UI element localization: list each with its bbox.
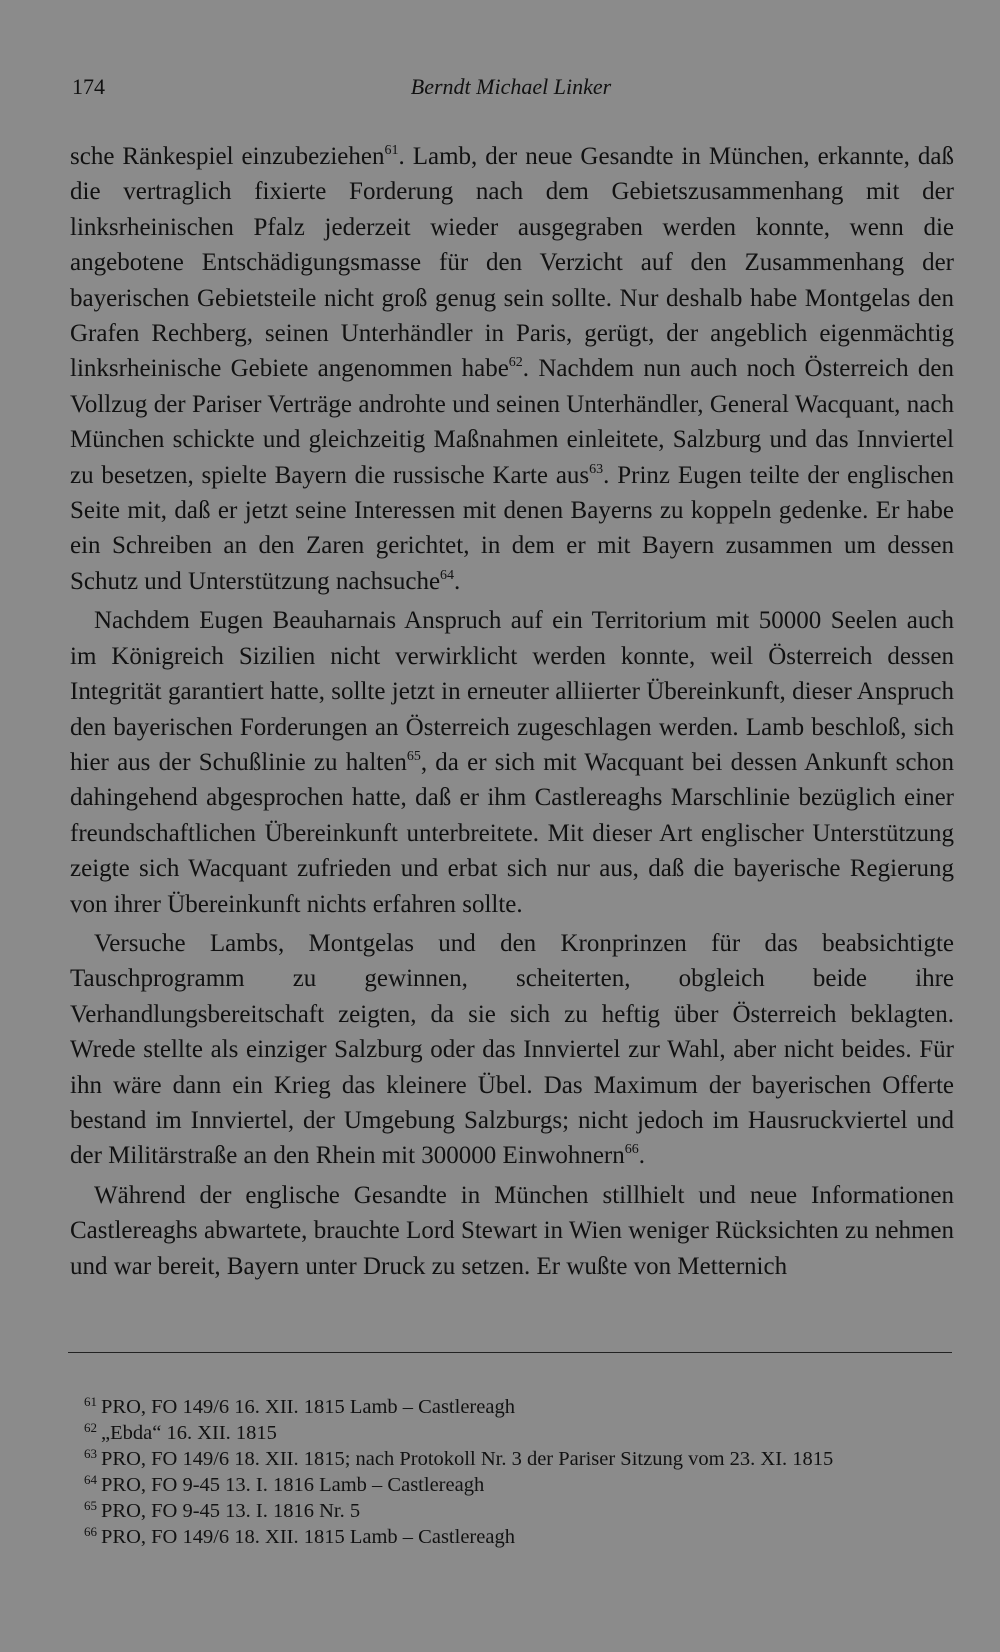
footnote-text: „Ebda“ 16. XII. 1815 [101,1422,277,1444]
footnote [84,1472,964,1498]
running-head: Berndt Michael Linker [410,74,612,99]
footnote-number: 63 [84,1446,97,1461]
text-run: Während der englische Gesandte in München stillhielt und neue Informationen Castlereaghs abwartete, brauchte Lord Stewart in Wien weniger Rücksichten zu nehmen und war bereit, Bayern unter Druck zu setzen. Er wußte von Metternich [70,1181,954,1280]
text-run: . [638,1142,645,1170]
text-run: . [454,567,461,595]
footnote-separator [68,1352,952,1353]
footnote-text: PRO, FO 9-45 13. I. 1816 Lamb – Castlereagh [101,1474,485,1496]
paragraph-3 [70,926,954,1174]
footnote [84,1524,964,1550]
text-run: Nachdem Eugen Beauharnais Anspruch auf ein Territorium mit 50000 Seelen auch im Königreich Sizilien nicht verwirklicht werden konnte, weil Österreich dessen Integrität garantiert hatte, sollte jetzt in erneuter alliierter Übereinkunft, dieser Anspruch den bayerischen Forderungen an Österreich zugeschlagen werden. Lamb beschloß, sich hier aus der Schußlinie zu halten [70,607,954,776]
footnote-number: 66 [84,1524,97,1539]
page-number: 174 [72,74,105,99]
text-run: . Lamb, der neue Gesandte in München, erkannte, daß die vertraglich fixierte Forderung nach dem Gebietszusammenhang mit der linksrheinischen Pfalz jederzeit wieder ausgegraben werden konnte, wenn die angebotene Entschädigungsmasse für den Verzicht auf den Zusammenhang der bayerischen Gebietsteile nicht groß genug sein sollte. Nur deshalb habe Montgelas den Grafen Rechberg, seinen Unterhändler in Paris, gerügt, der angeblich eigenmächtig linksrheinische Gebiete angenommen habe [70,143,954,383]
footnote [84,1420,964,1446]
body-text [70,139,954,1284]
footnote-reference[interactable]: 62 [508,355,523,371]
paragraph-1 [70,139,954,599]
footnote-number: 62 [84,1420,97,1435]
footnote-text: PRO, FO 9-45 13. I. 1816 Nr. 5 [101,1500,361,1522]
footnote-reference[interactable]: 61 [384,143,399,158]
footnote-reference[interactable]: 64 [440,567,455,583]
paragraph-2 [70,603,954,922]
footnote [84,1394,964,1420]
text-run: , da er sich mit Wacquant bei dessen Ankunft schon dahingehend abgesprochen hatte, daß er ihm Castlereaghs Marschlinie bezüglich einer freundschaftlichen Übereinkunft unterbreitete. Mit dieser Art englischer Unterstützung zeigte sich Wacquant zufrieden und erbat sich nur aus, daß die bayerische Regierung von ihrer Übereinkunft nichts erfahren sollte. [70,748,955,918]
text-run: Versuche Lambs, Montgelas und den Kronprinzen für das beabsichtigte Tauschprogramm zu gewinnen, scheiterten, obgleich beide ihre Verhandlungsbereitschaft zeigten, da sie sich zu heftig über Österreich beklagten. Wrede stellte als einziger Salzburg oder das Innviertel zur Wahl, aber nicht beides. Für ihn wäre dann ein Krieg das kleinere Übel. Das Maximum der bayerischen Offerte bestand im Innviertel, der Umgebung Salzburgs; nicht jedoch im Hausruckviertel und der Militärstraße an den Rhein mit 300000 Einwohnern [70,929,954,1170]
footnote-reference[interactable]: 63 [589,461,604,477]
footnote-text: PRO, FO 149/6 18. XII. 1815 Lamb – Castlereagh [101,1526,515,1548]
page-header [72,74,950,114]
text-run: sche Ränkespiel einzubeziehen [70,143,385,170]
footnote-reference[interactable]: 65 [406,748,421,764]
footnotes [84,1394,964,1550]
paragraph-4 [70,1178,954,1284]
text-run: . Nachdem nun auch noch Österreich den Vollzug der Pariser Verträge androhte und seinen Unterhändler, General Wacquant, nach München schickte und gleichzeitig Maßnahmen einleitete, Salzburg und das Innviertel zu besetzen, spielte Bayern die russische Karte aus [70,355,954,489]
footnote-number: 65 [84,1498,97,1513]
footnote [84,1446,964,1472]
footnote-text: PRO, FO 149/6 16. XII. 1815 Lamb – Castlereagh [101,1396,515,1418]
footnote-number: 61 [84,1394,97,1409]
footnote-text: PRO, FO 149/6 18. XII. 1815; nach Protokoll Nr. 3 der Pariser Sitzung vom 23. XI. 1815 [101,1448,834,1470]
footnote-number: 64 [84,1472,97,1487]
footnote [84,1498,964,1524]
footnote-reference[interactable]: 66 [624,1142,639,1158]
text-run: . Prinz Eugen teilte der englischen Seite mit, daß er jetzt seine Interessen mit denen Bayerns zu koppeln gedenke. Er habe ein Schreiben an den Zaren gerichtet, in dem er mit Bayern zusammen um dessen Schutz und Unterstützung nachsuche [70,461,954,595]
